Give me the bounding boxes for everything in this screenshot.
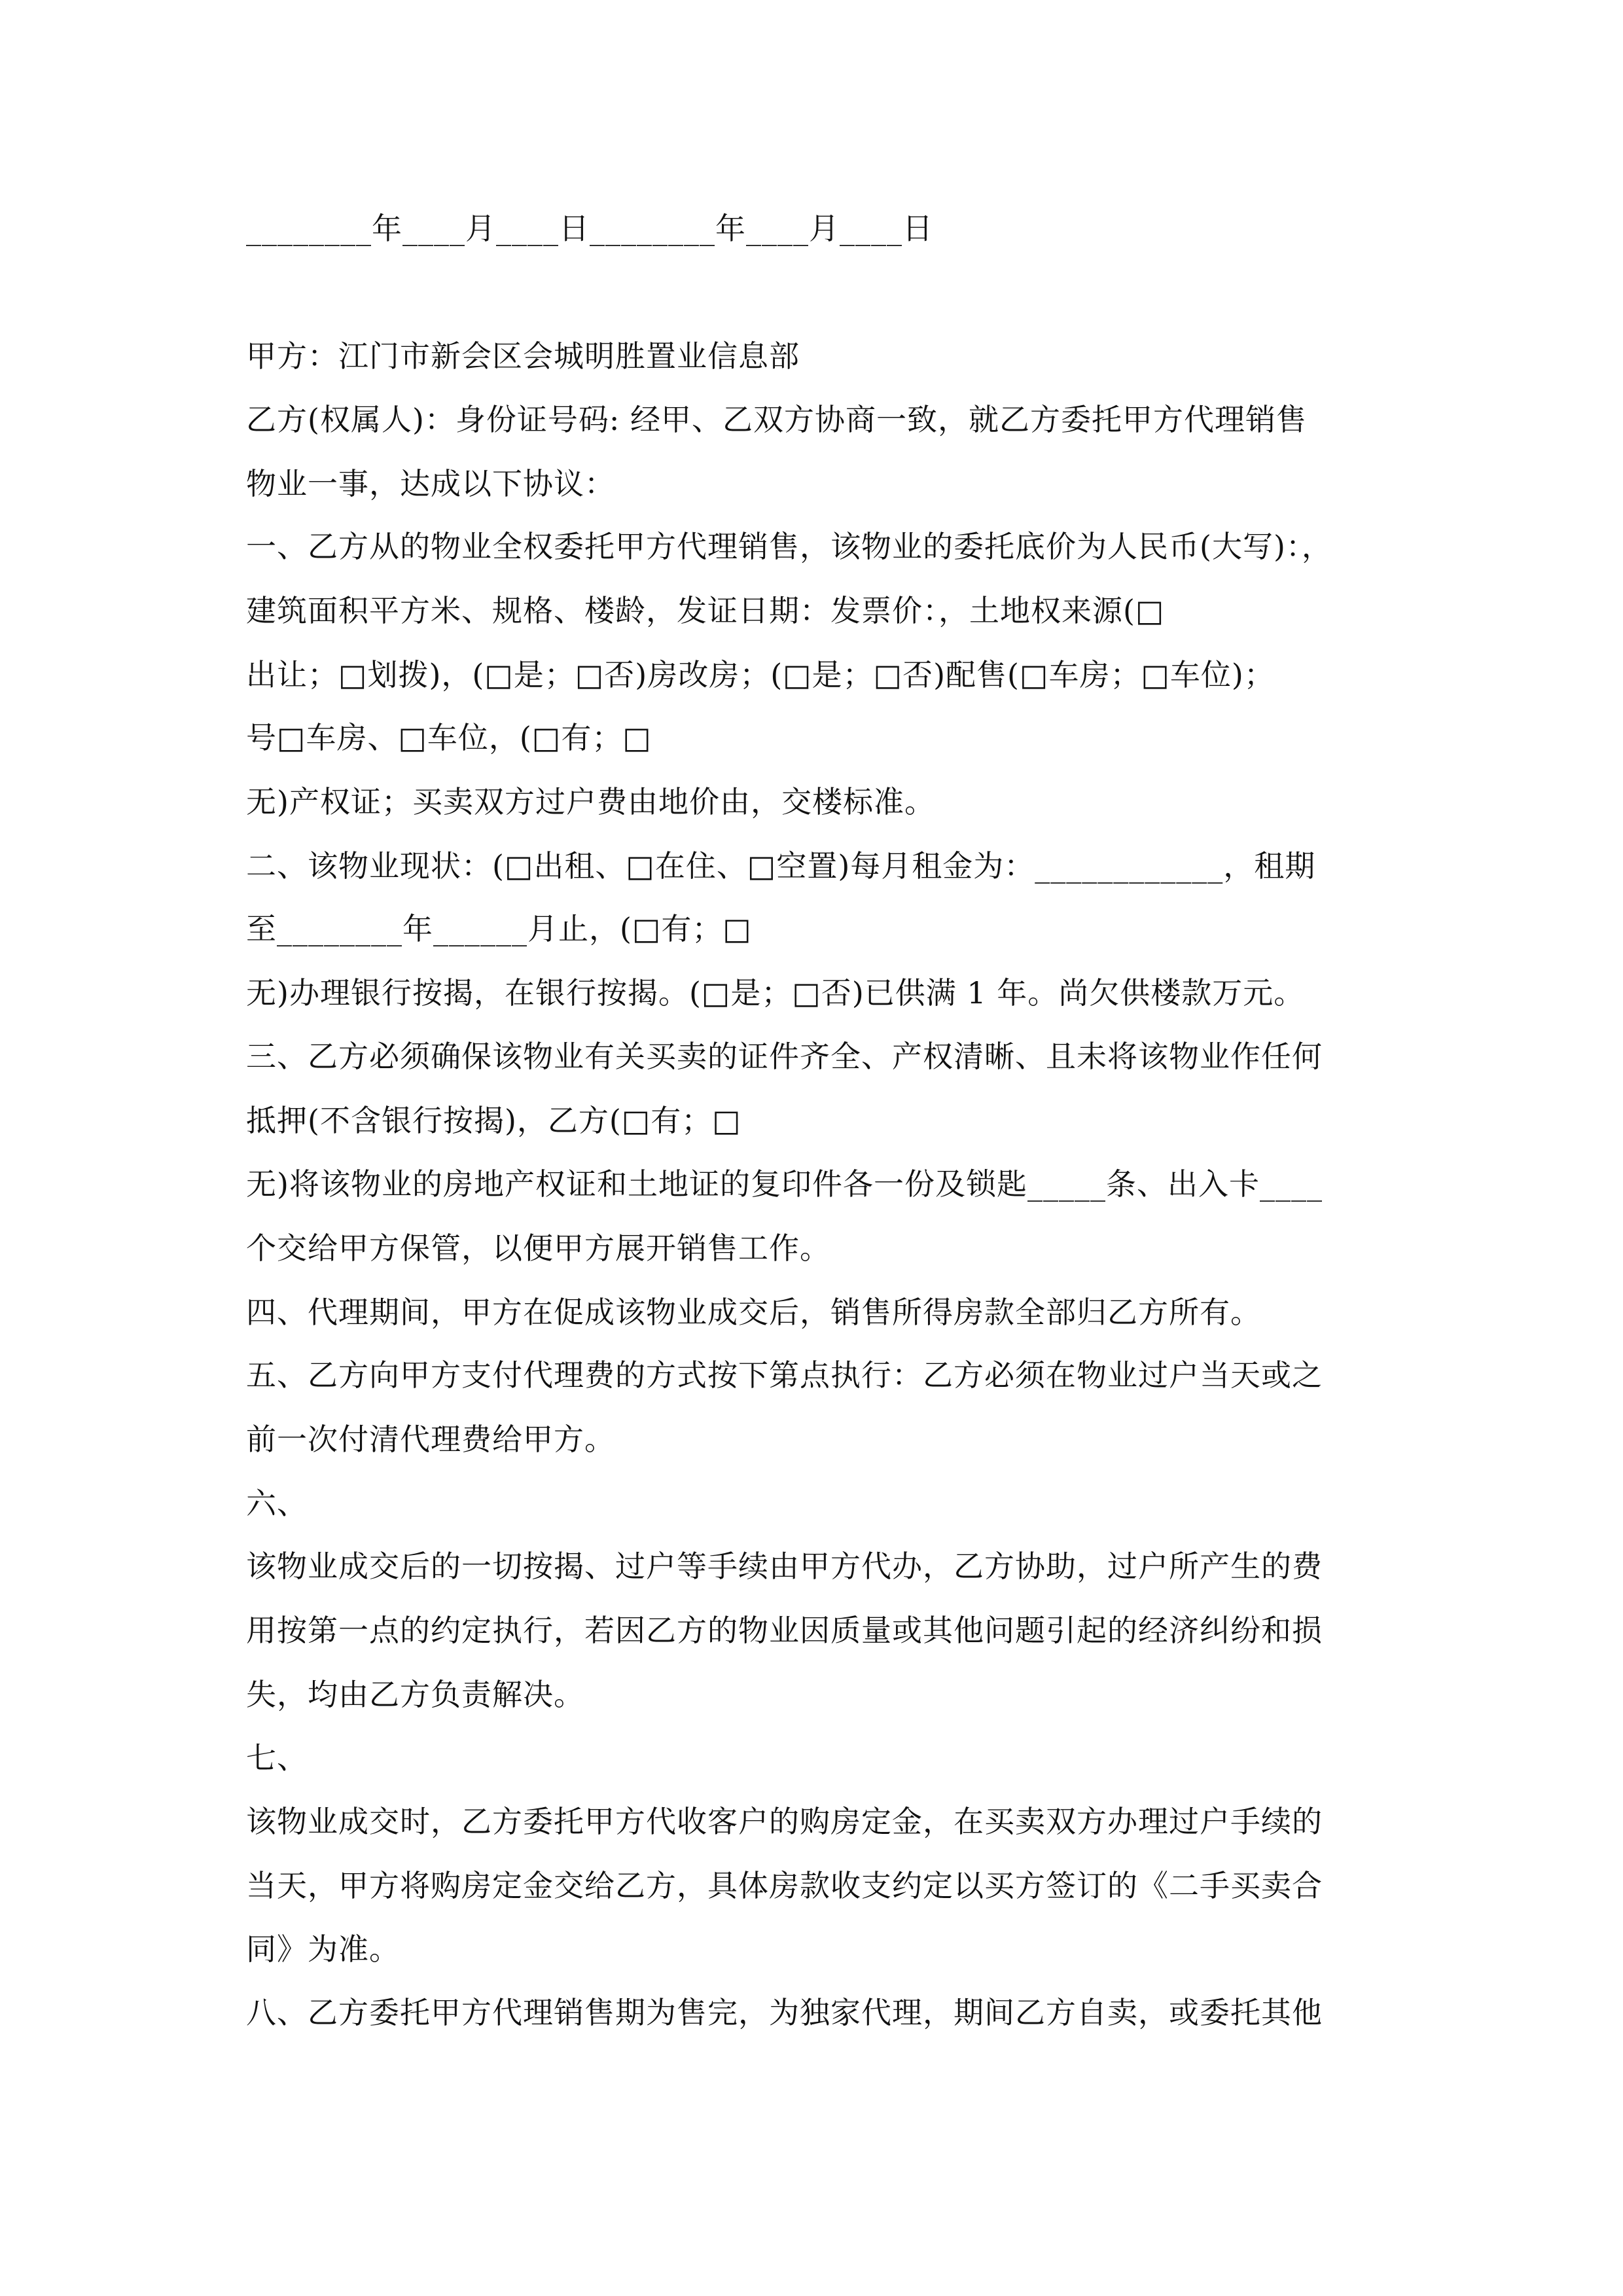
paragraph-line: 八、乙方委托甲方代理销售期为售完，为独家代理，期间乙方自卖，或委托其他 [246, 1995, 1323, 2030]
paragraph-line: 无)将该物业的房地产权证和土地证的复印件各一份及锁匙_____条、出入卡____ [246, 1166, 1323, 1202]
paragraph-line: 物业一事，达成以下协议： [246, 466, 615, 501]
paragraph-line: 四、代理期间，甲方在促成该物业成交后，销售所得房款全部归乙方所有。 [246, 1295, 1261, 1330]
paragraph-line: 至________年______月止，(□有；□ [246, 911, 752, 946]
paragraph-line: 抵押(不含银行按揭)，乙方(□有；□ [246, 1103, 741, 1138]
paragraph-line: 出让；□划拨)，(□是；□否)房改房；(□是；□否)配售(□车房；□车位)； [246, 657, 1275, 692]
paragraph-line: 二、该物业现状：(□出租、□在住、□空置)每月租金为：____________，租期 [246, 848, 1316, 884]
section-number: 六、 [246, 1486, 308, 1521]
paragraph-line: 建筑面积平方米、规格、楼龄，发证日期：发票价：，土地权来源(□ [246, 593, 1165, 628]
paragraph-line: 同》为准。 [246, 1931, 400, 1967]
paragraph-line: 号□车房、□车位，(□有；□ [246, 720, 652, 755]
paragraph-line: 乙方(权属人)：身份证号码: 经甲、乙双方协商一致，就乙方委托甲方代理销售 [246, 402, 1308, 437]
paragraph-line: 三、乙方必须确保该物业有关买卖的证件齐全、产权清晰、且未将该物业作任何 [246, 1039, 1323, 1074]
paragraph-line: 甲方：江门市新会区会城明胜置业信息部 [246, 338, 800, 374]
section-number: 七、 [246, 1740, 308, 1776]
paragraph-line: 前一次付清代理费给甲方。 [246, 1422, 615, 1457]
paragraph-line: 一、乙方从的物业全权委托甲方代理销售，该物业的委托底价为人民币(大写)：， [246, 529, 1332, 564]
date-line: ________年____月____日________年____月____日 [246, 211, 933, 246]
paragraph-line: 个交给甲方保管，以便甲方展开销售工作。 [246, 1230, 830, 1266]
paragraph-line: 当天，甲方将购房定金交给乙方，具体房款收支约定以买方签订的《二手买卖合 [246, 1868, 1323, 1903]
paragraph-line: 失，均由乙方负责解决。 [246, 1677, 584, 1712]
paragraph-line: 用按第一点的约定执行，若因乙方的物业因质量或其他问题引起的经济纠纷和损 [246, 1613, 1323, 1648]
paragraph-line: 五、乙方向甲方支付代理费的方式按下第点执行：乙方必须在物业过户当天或之 [246, 1357, 1323, 1393]
paragraph-line: 无)产权证；买卖双方过户费由地价由，交楼标准。 [246, 784, 935, 819]
paragraph-line: 该物业成交时，乙方委托甲方代收客户的购房定金，在买卖双方办理过户手续的 [246, 1804, 1323, 1839]
paragraph-line: 该物业成交后的一切按揭、过户等手续由甲方代办，乙方协助，过户所产生的费 [246, 1549, 1323, 1584]
paragraph-line: 无)办理银行按揭，在银行按揭。(□是；□否)已供满 1 年。尚欠供楼款万元。 [246, 975, 1305, 1011]
